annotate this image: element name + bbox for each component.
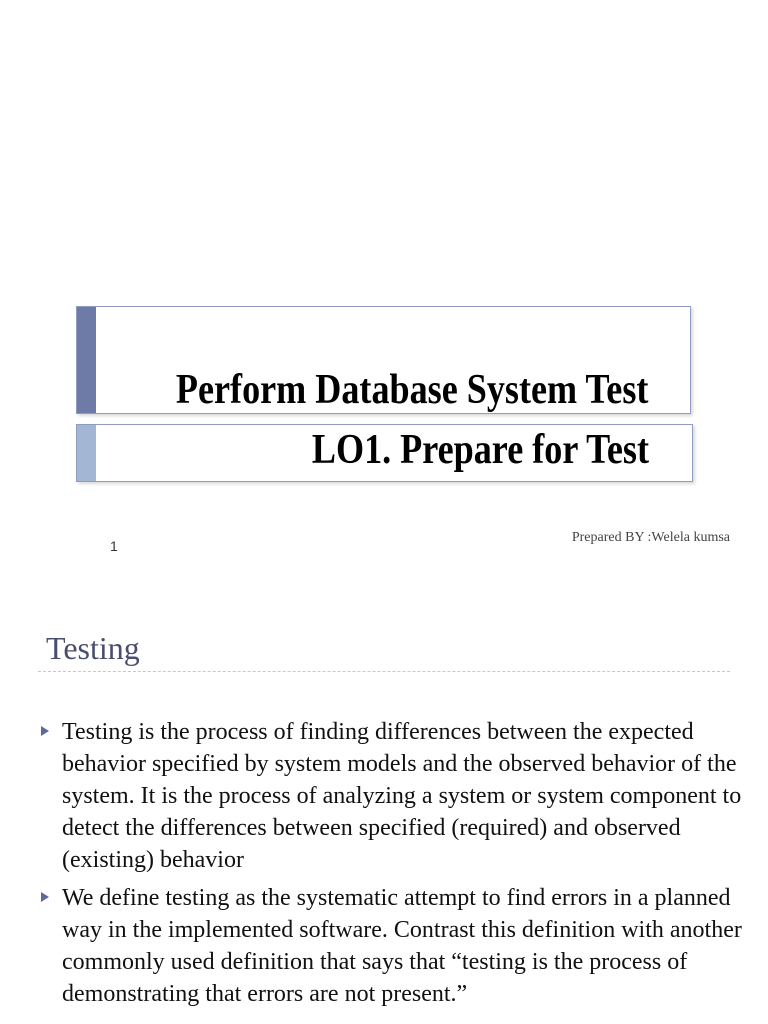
title-accent-bar: [77, 307, 96, 413]
bullet-text: Testing is the process of finding differences between the expected behavior specified by system models and the observed behavior of the system. It is the process of analyzing a system or system component to detect the differences between specified (required) and observed (existing) behavior: [62, 719, 742, 873]
section-heading: Testing: [46, 630, 140, 666]
slide-number: 1: [110, 538, 118, 554]
bullet-item: [40, 716, 760, 876]
slide-subtitle: LO1. Prepare for Test: [311, 427, 649, 473]
subtitle-accent-bar: [77, 425, 96, 481]
triangle-bullet-icon: [41, 892, 49, 902]
subtitle-box: [76, 424, 693, 482]
bullet-list: [40, 716, 760, 1016]
triangle-bullet-icon: [41, 726, 49, 736]
bullet-text: We define testing as the systematic attempt to find errors in a planned way in the implemented software. Contrast this definition with another commonly used definition that says that “testing is the process of demonstrating that errors are not present.”: [62, 885, 742, 1007]
author-credit: Prepared BY :Welela kumsa: [571, 530, 730, 545]
bullet-item: [40, 882, 760, 1010]
title-box: [76, 306, 691, 414]
heading-divider: [38, 671, 730, 672]
slide-title: Perform Database System Test: [175, 367, 648, 413]
